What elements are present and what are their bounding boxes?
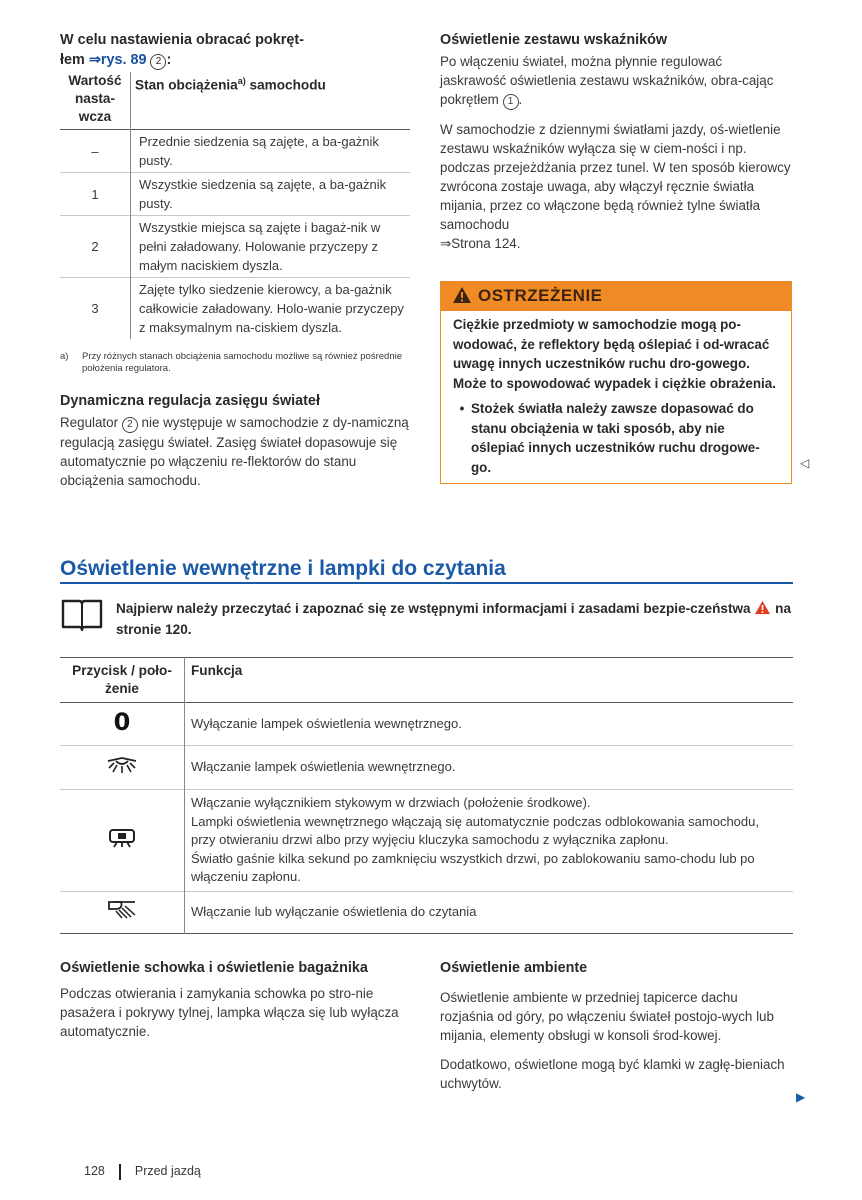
- zero-symbol: 0: [113, 707, 131, 736]
- page-number: 128: [84, 1164, 105, 1178]
- read-first-note: [60, 596, 793, 640]
- section-title: Oświetlenie wewnętrzne i lampki do czytania: [60, 557, 506, 580]
- ambient-lighting-p2: Dodatkowo, oświetlone mogą być klamki w zagłę-bieniach uchwytów.: [440, 1057, 785, 1091]
- table-row: [60, 278, 410, 340]
- table-row: [60, 130, 410, 173]
- warning-bullet: • Stożek światła należy zawsze dopasować do stanu obciążenia w taki sposób, aby nie oślepiać innych uczestników ruchu drogowe-go.: [453, 399, 779, 477]
- table-row: [60, 216, 410, 278]
- instrument-lighting-p2: W samochodzie z dziennymi światłami jazdy, oś-wietlenie zestawu wskaźników wyłącza się w ciem-ności i np. podczas przejeżdżania przez tunel. W ten sposób kierowcy zwrócona zostaje uwaga, aby włączył ręcznie światła mijania, przez co włączone będą również tylne światła samochodu ⇒Strona 124.: [440, 122, 791, 251]
- glovebox-lighting-title: Oświetlenie schowka i oświetlenie bagażnika: [60, 960, 368, 976]
- row-function: Włączanie lampek oświetlenia wewnętrznego.: [191, 759, 456, 775]
- right-column: [440, 30, 792, 484]
- instrument-lighting-title: Oświetlenie zestawu wskaźników: [440, 32, 668, 48]
- interior-light-icon: [105, 755, 139, 775]
- table-row: [60, 173, 410, 216]
- ambient-lighting-section: [440, 958, 792, 1093]
- adjust-intro: W celu nastawienia obracać pokręt- łem ⇒rys. 89 2 :: [60, 32, 304, 68]
- warning-box: [440, 281, 792, 484]
- table-row: [60, 703, 793, 746]
- footer-section: Przed jazdą: [134, 1164, 201, 1178]
- dynamic-range-text: Regulator 2 nie występuje w samochodzie z dy-namiczną regulacją zasięgu świateł. Zasięg świateł dopasowuje się automatycznie po włączeniu re-flektorów do stanu obciążenia samochodu.: [60, 415, 409, 488]
- warning-triangle-icon: [754, 600, 771, 615]
- glovebox-lighting-text: Podczas otwierania i zamykania schowka po stro-nie pasażera i pokrywy tylnej, lampka włącza się lub wyłącza automatycznie.: [60, 986, 399, 1039]
- warning-text: Ciężkie przedmioty w samochodzie mogą po-wodować, że reflektory będą oślepiać i od-wracać uwagę innych uczestników ruchu dro-gowego. Może to spowodować wypadek i ciężkie obrażenia.: [453, 317, 776, 391]
- load-setting-table: [60, 72, 410, 339]
- table-row: [60, 891, 793, 933]
- row-function: Włączanie wyłącznikiem stykowym w drzwiach (położenie środkowe). Lampki oświetlenia wewnętrznego włączają się automatycznie podczas odblokowania samochodu, przy otwieraniu drzwi albo przy wyjęciu kluczyka samochodu z wyłącznika zapłonu. Światło gaśnie kilka sekund po zamknięciu wszystkich drzwi, po zablokowaniu samo-chodu lub po włączeniu zapłonu.: [191, 795, 759, 884]
- page-footer: [84, 1162, 201, 1181]
- warning-body: [440, 311, 792, 484]
- row-text: Wszystkie siedzenia są zajęte, a ba-gażnik pusty.: [139, 177, 387, 211]
- row-function: Włączanie lub wyłączanie oświetlenia do czytania: [191, 903, 477, 919]
- table-header-function: Funkcja: [191, 663, 243, 678]
- glovebox-lighting-section: [60, 958, 410, 1041]
- instrument-lighting-p1: Po włączeniu świateł, można płynnie regulować jaskrawość oświetlenia zestawu wskaźników, obra-cając pokrętłem 1 .: [440, 52, 792, 110]
- interior-light-table: [60, 657, 793, 934]
- continue-arrow-icon: ▶: [796, 1090, 806, 1104]
- page-reference-link[interactable]: ⇒Strona 124: [440, 236, 517, 251]
- row-function: Wyłączanie lampek oświetlenia wewnętrznego.: [191, 715, 462, 731]
- open-book-icon: [60, 596, 104, 634]
- row-value: 2: [60, 216, 131, 278]
- table-header-load-state: Stan obciążenia$^{a)}$ samochodu: [135, 76, 326, 93]
- door-contact-icon: [107, 827, 137, 849]
- bullet-dot-icon: •: [459, 401, 465, 416]
- dynamic-range-title: Dynamiczna regulacja zasięgu świateł: [60, 393, 320, 409]
- row-value: 1: [60, 173, 131, 216]
- footer-divider: [119, 1164, 121, 1180]
- table-footnote: a) Przy różnych stanach obciążenia samochodu możliwe są również pośrednie położenia regulatora.: [60, 351, 402, 374]
- ambient-lighting-title: Oświetlenie ambiente: [440, 960, 588, 976]
- section-divider: [60, 582, 793, 584]
- row-value: –: [60, 130, 131, 173]
- section-end-icon: ◁: [800, 456, 810, 470]
- table-header-value: Wartość nasta-wcza: [60, 72, 131, 130]
- reading-light-icon: [105, 898, 139, 920]
- ambient-lighting-p1: Oświetlenie ambiente w przedniej tapicerce dachu rozjaśnia od góry, po włączeniu świateł postojo-wych lub mijania, elementy obsługi w konsoli środ-kowej.: [440, 990, 774, 1043]
- warning-header: OSTRZEŻENIE: [440, 281, 792, 311]
- row-text: Zajęte tylko siedzenie kierowcy, a ba-gażnik całkowicie załadowany. Holo-wanie przyczepy z maksymalnym na-ciskiem dyszla.: [139, 282, 404, 335]
- figure-reference-link[interactable]: ⇒rys. 89: [88, 52, 147, 68]
- row-text: Wszystkie miejsca są zajęte i bagaż-nik w pełni załadowany. Holowanie przyczepy z małym naciskiem dyszla.: [139, 220, 381, 273]
- callout-circle-2: 2: [150, 54, 166, 70]
- row-value: 3: [60, 278, 131, 340]
- table-row: [60, 746, 793, 790]
- callout-circle-1: 1: [503, 94, 519, 110]
- left-column: [60, 30, 410, 490]
- read-first-text: Najpierw należy przeczytać i zapoznać się ze wstępnymi informacjami i zasadami bezpie-czeństwa na stronie 120.: [116, 601, 792, 637]
- callout-circle-2: 2: [122, 417, 138, 433]
- row-text: Przednie siedzenia są zajęte, a ba-gażnik pusty.: [139, 134, 379, 168]
- table-row: [60, 790, 793, 892]
- warning-triangle-icon: [452, 286, 472, 304]
- table-header-button: Przycisk / poło-żenie: [60, 658, 185, 703]
